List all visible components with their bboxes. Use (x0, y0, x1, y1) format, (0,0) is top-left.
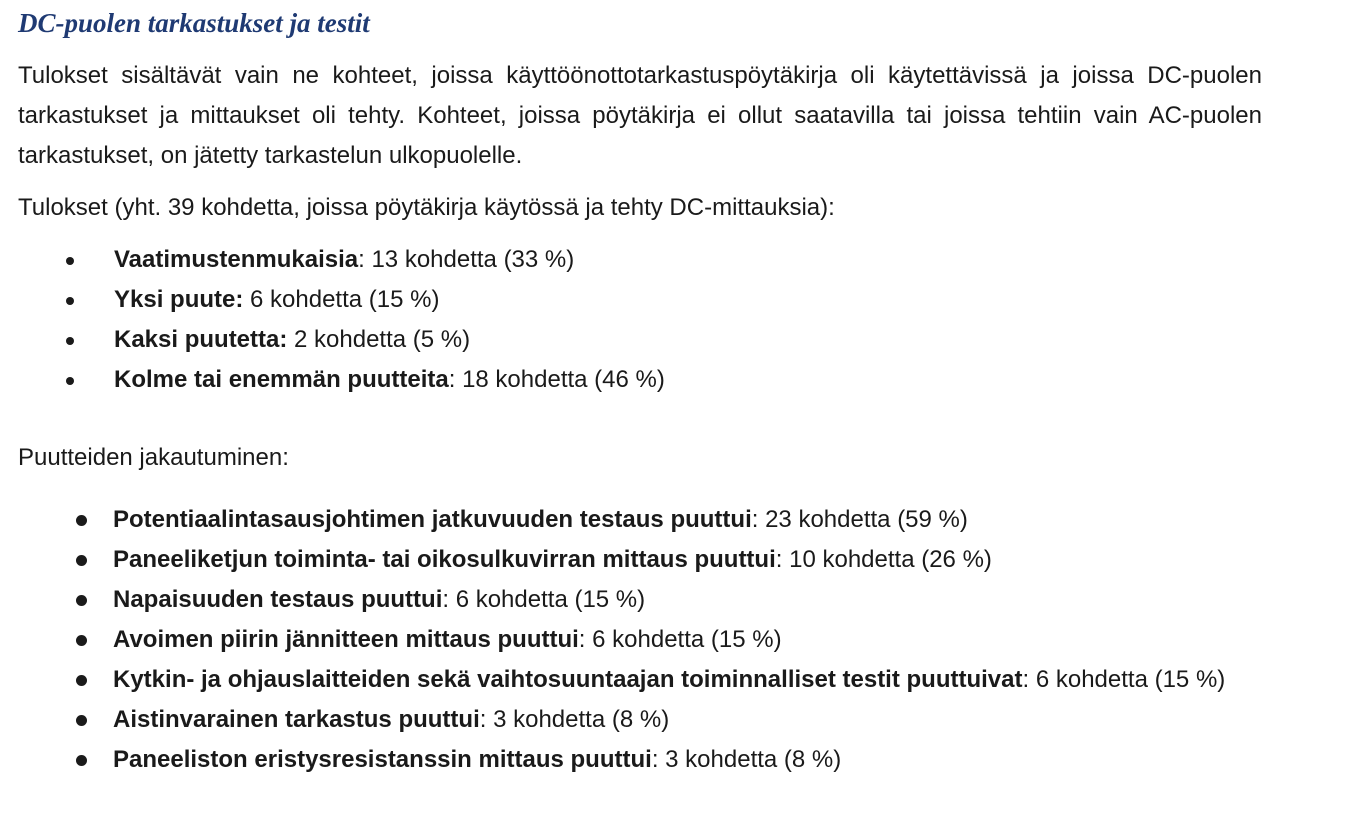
bullet-icon (66, 337, 74, 345)
list-item (18, 320, 1262, 360)
list-item (18, 700, 1262, 740)
item-value: : 18 kohdetta (46 %) (448, 366, 665, 393)
item-label: Kytkin- ja ohjauslaitteiden sekä vaihtosuuntaajan toiminnalliset testit puuttuivat (113, 666, 1023, 693)
item-value: 6 kohdetta (15 %) (243, 286, 440, 313)
item-value: : 3 kohdetta (8 %) (651, 746, 842, 773)
bullet-icon (76, 555, 87, 566)
distribution-list (18, 500, 1262, 780)
list-item (18, 540, 1262, 580)
item-value: : 3 kohdetta (8 %) (479, 706, 670, 733)
item-label: Kaksi puutetta: (114, 326, 288, 353)
item-value: : 13 kohdetta (33 %) (358, 246, 575, 273)
section-heading: DC-puolen tarkastukset ja testit (18, 8, 370, 38)
item-label: Kolme tai enemmän puutteita (114, 366, 449, 393)
item-value: 2 kohdetta (5 %) (287, 326, 471, 353)
distribution-title: Puutteiden jakautuminen: (18, 444, 289, 471)
list-item (18, 740, 1262, 780)
item-value: : 6 kohdetta (15 %) (1022, 666, 1226, 693)
item-value: : 23 kohdetta (59 %) (751, 506, 968, 533)
list-item (18, 580, 1262, 620)
bullet-icon (76, 515, 87, 526)
item-label: Avoimen piirin jännitteen mittaus puuttui (113, 626, 579, 653)
results-title: Tulokset (yht. 39 kohdetta, joissa pöytäkirja käytössä ja tehty DC-mittauksia): (18, 194, 835, 221)
item-label: Potentiaalintasausjohtimen jatkuvuuden testaus puuttui (113, 506, 752, 533)
bullet-icon (76, 675, 87, 686)
bullet-icon (66, 377, 74, 385)
list-item (18, 280, 1262, 320)
list-item (18, 620, 1262, 660)
item-label: Vaatimustenmukaisia (114, 246, 359, 273)
bullet-icon (76, 715, 87, 726)
item-label: Paneeliketjun toiminta- tai oikosulkuvirran mittaus puuttui (113, 546, 776, 573)
item-label: Yksi puute: (114, 286, 244, 313)
list-item (18, 500, 1262, 540)
item-label: Napaisuuden testaus puuttui (113, 586, 443, 613)
item-label: Paneeliston eristysresistanssin mittaus puuttui (113, 746, 652, 773)
intro-paragraph: Tulokset sisältävät vain ne kohteet, joissa käyttöönottotarkastuspöytäkirja oli käytettävissä ja joissa DC-puolen tarkastukset ja mittaukset oli tehty. Kohteet, joissa pöytäkirja ei ollut saatavilla tai joissa tehtiin vain AC-puolen tarkastukset, on jätetty tarkastelun ulkopuolelle. (18, 62, 1262, 169)
results-list (18, 240, 1262, 400)
bullet-icon (76, 635, 87, 646)
item-value: : 10 kohdetta (26 %) (775, 546, 992, 573)
list-item (18, 360, 1262, 400)
bullet-icon (76, 755, 87, 766)
bullet-icon (76, 595, 87, 606)
item-value: : 6 kohdetta (15 %) (442, 586, 646, 613)
item-value: : 6 kohdetta (15 %) (578, 626, 782, 653)
list-item (18, 240, 1262, 280)
list-item (18, 660, 1262, 700)
document-page (18, 0, 1262, 780)
item-label: Aistinvarainen tarkastus puuttui (113, 706, 480, 733)
bullet-icon (66, 257, 74, 265)
bullet-icon (66, 297, 74, 305)
